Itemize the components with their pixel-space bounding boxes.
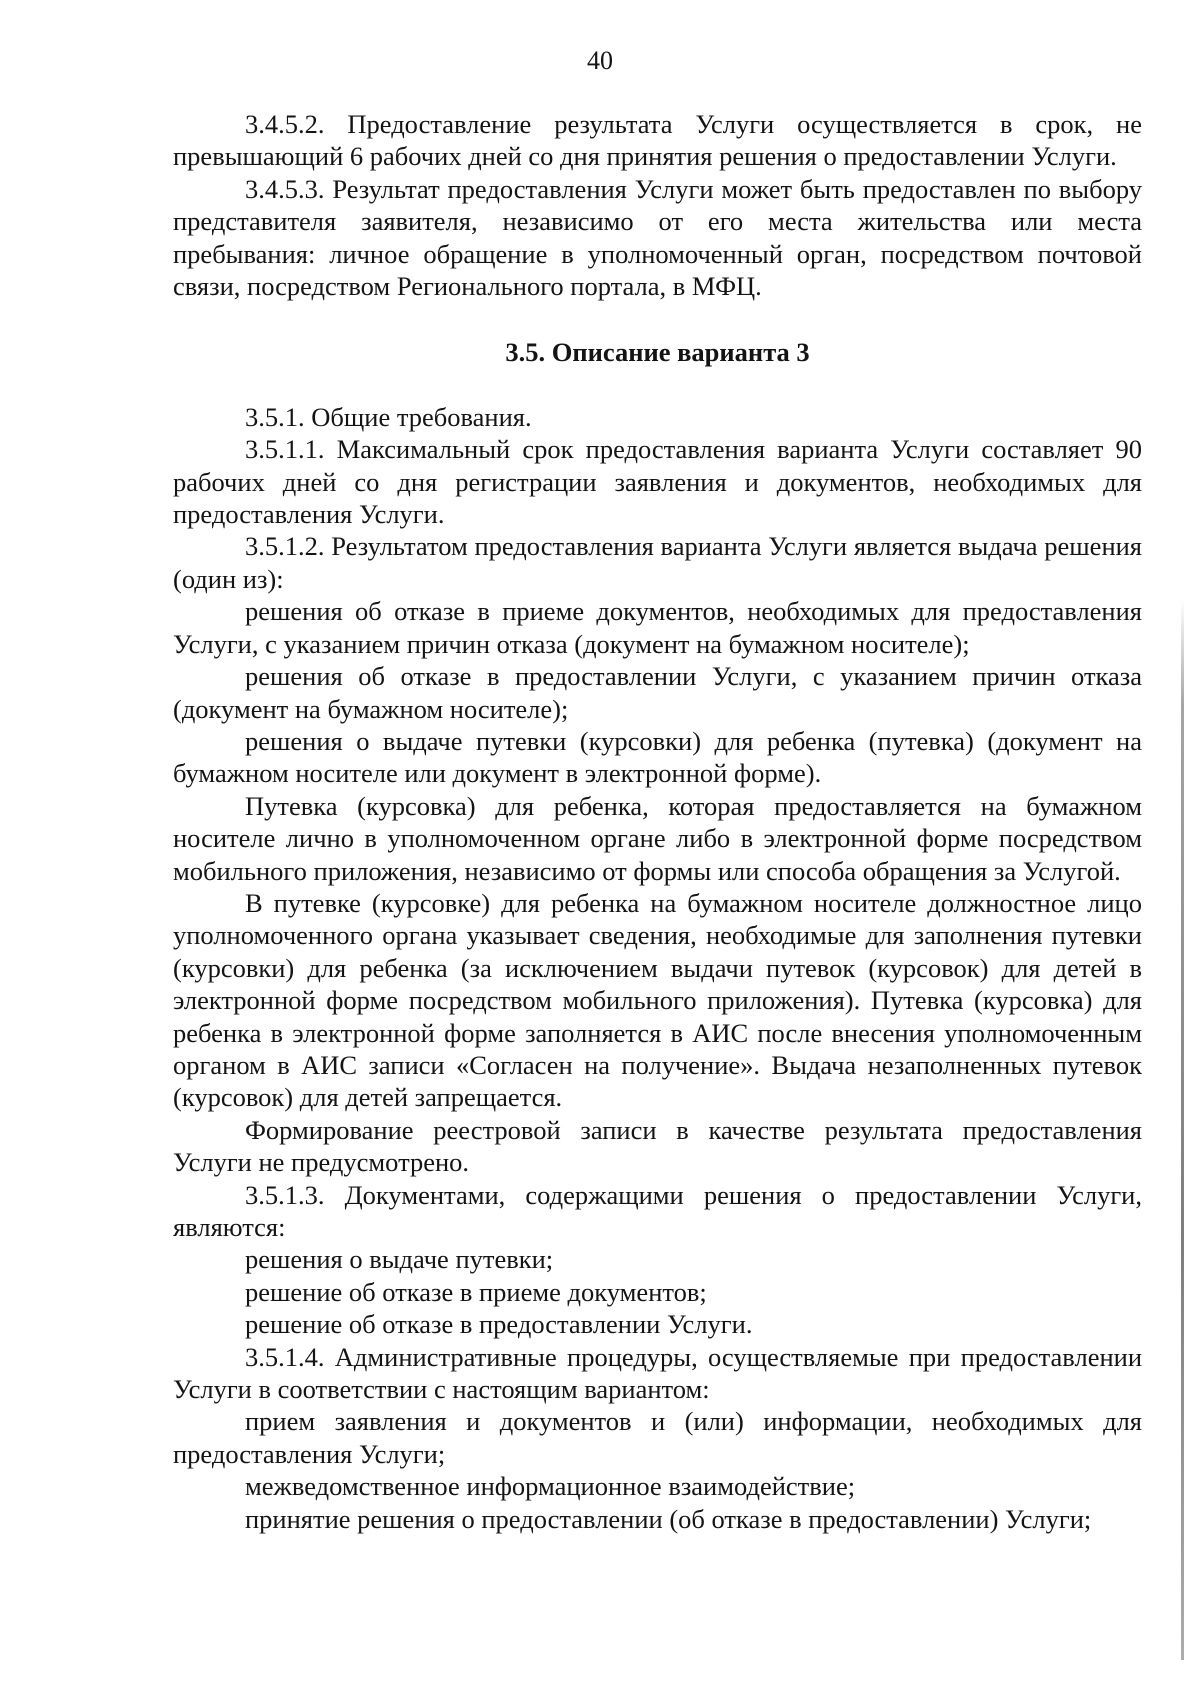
paragraph: В путевке (курсовке) для ребенка на бумажном носителе должностное лицо уполномоченного органа указывает сведения, необходимые для заполнения путевки (курсовки) для ребенка (за исключением выдачи путевок (курсовок) для детей в электронной форме посредством мобильного приложения). Путевка (курсовка) для ребенка в электронной форме заполняется в АИС после внесения уполномоченным органом в АИС записи «Согласен на получение». Выдача незаполненных путевок (курсовок) для детей запрещается.: [173, 887, 1142, 1113]
document-body: [173, 108, 1142, 1535]
paragraph: Путевка (курсовка) для ребенка, которая предоставляется на бумажном носителе лично в уполномоченном органе либо в электронной форме посредством мобильного приложения, независимо от формы или способа обращения за Услугой.: [173, 790, 1142, 886]
paragraph: 3.5.1.2. Результатом предоставления варианта Услуги является выдача решения (один из):: [173, 531, 1142, 594]
list-item: решение об отказе в предоставлении Услуги.: [245, 1309, 753, 1340]
paragraph: 3.5.1.3. Документами, содержащими решения о предоставлении Услуги, являются:: [173, 1179, 1142, 1242]
paragraph: 3.4.5.3. Результат предоставления Услуги может быть предоставлен по выбору представителя заявителя, независимо от его места жительства или места пребывания: личное обращение в уполномоченный орган, посредством почтовой связи, посредством Регионального портала, в МФЦ.: [173, 173, 1142, 302]
page-number: 40: [587, 46, 613, 75]
section-heading: 3.5. Описание варианта 3: [505, 337, 810, 368]
list-item: решения об отказе в предоставлении Услуги, с указанием причин отказа (документ на бумажном носителе);: [173, 661, 1142, 724]
list-item: решение об отказе в приеме документов;: [245, 1276, 707, 1307]
list-item: межведомственное информационное взаимодействие;: [245, 1471, 856, 1502]
list-item: решения о выдаче путевки;: [245, 1244, 554, 1275]
paragraph: 3.5.1.4. Административные процедуры, осуществляемые при предоставлении Услуги в соответствии с настоящим вариантом:: [173, 1341, 1142, 1405]
scan-edge-shadow: [1181, 600, 1184, 1660]
paragraph: 3.4.5.2. Предоставление результата Услуги осуществляется в срок, не превышающий 6 рабочих дней со дня принятия решения о предоставлении Услуги.: [173, 109, 1142, 172]
list-item: решения об отказе в приеме документов, необходимых для предоставления Услуги, с указанием причин отказа (документ на бумажном носителе);: [173, 596, 1142, 659]
list-item: решения о выдаче путевки (курсовки) для ребенка (путевка) (документ на бумажном носителе или документ в электронной форме).: [173, 725, 1142, 789]
list-item: принятие решения о предоставлении (об отказе в предоставлении) Услуги;: [245, 1503, 1092, 1534]
paragraph: Формирование реестровой записи в качестве результата предоставления Услуги не предусмотрено.: [173, 1114, 1142, 1178]
list-item: прием заявления и документов и (или) информации, необходимых для предоставления Услуги;: [173, 1406, 1142, 1469]
paragraph: 3.5.1. Общие требования.: [245, 401, 532, 432]
paragraph: 3.5.1.1. Максимальный срок предоставления варианта Услуги составляет 90 рабочих дней со дня регистрации заявления и документов, необходимых для предоставления Услуги.: [173, 434, 1142, 530]
